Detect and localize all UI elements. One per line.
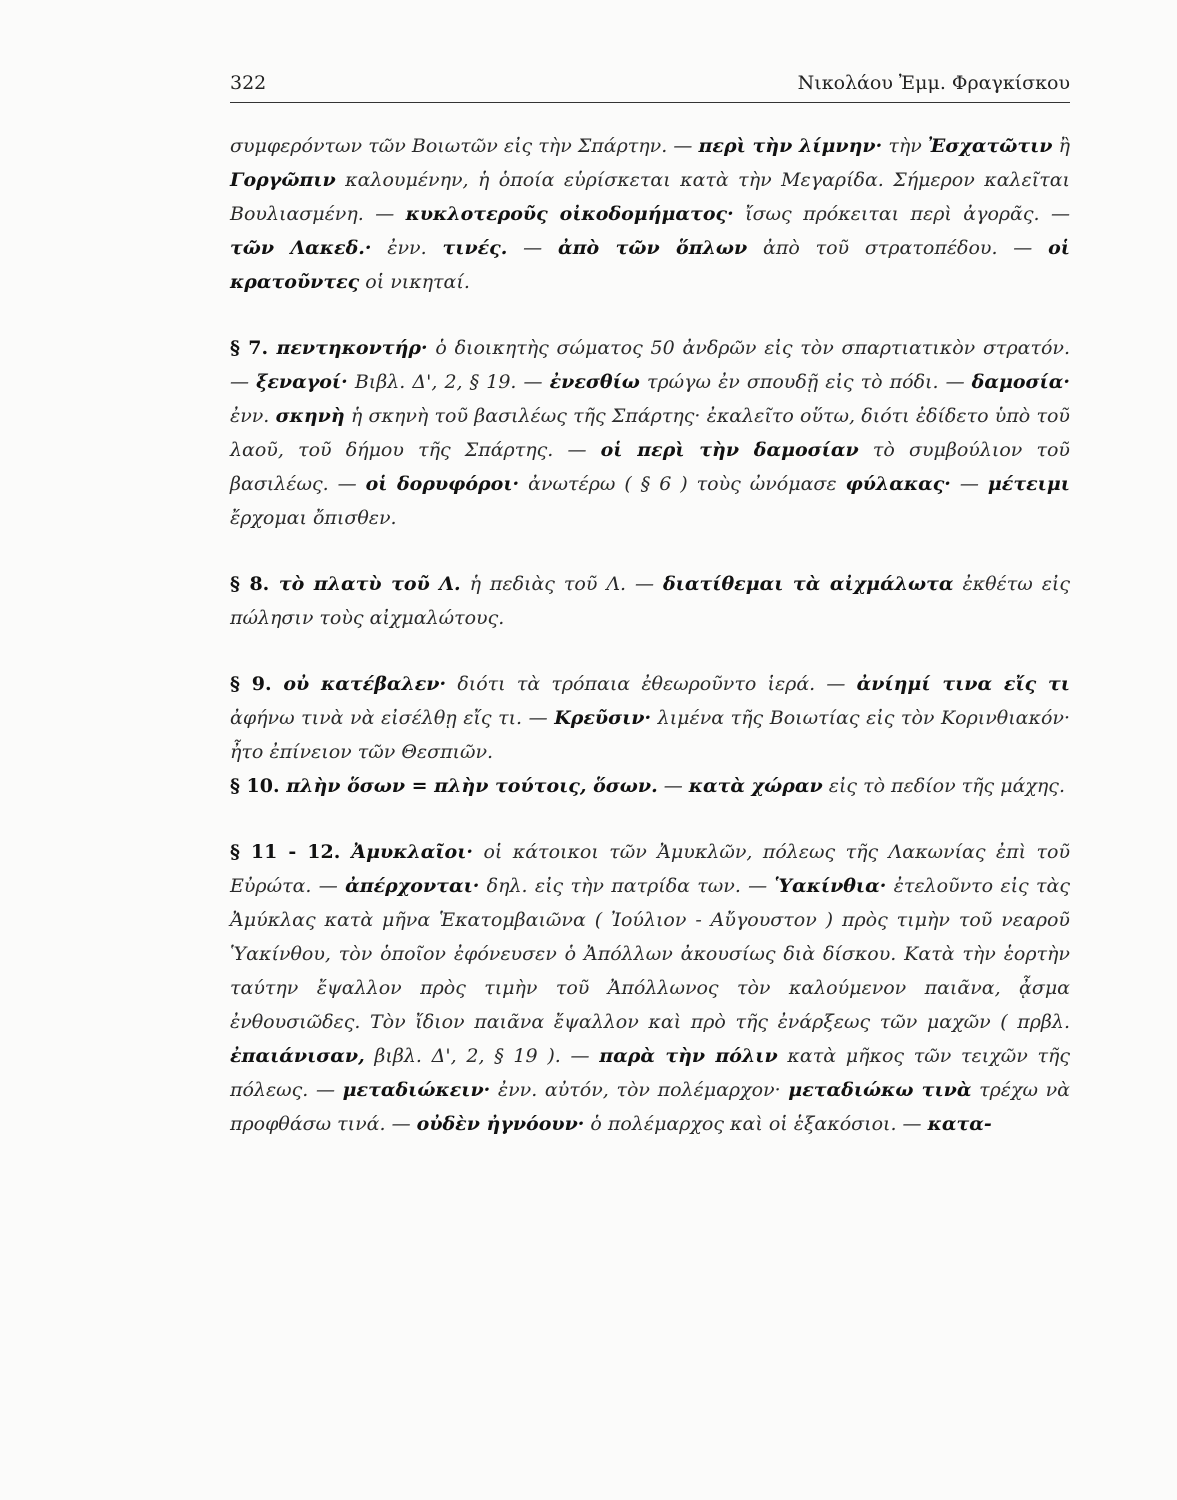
gloss-text: Βιβλ. Δ', 2, § 19. — — [347, 371, 550, 393]
gloss-text: εἰς τὸ πεδίον τῆς μάχης. — [822, 775, 1065, 797]
commentary-paragraph-section-11-12 — [230, 835, 1070, 1141]
lemma-term: πλὴν ὅσων = πλὴν τούτοις, ὅσων. — [286, 775, 658, 797]
commentary-paragraph-section-9 — [230, 667, 1070, 769]
gloss-text: τὸ συμβούλιον τοῦ βασιλέως. — — [230, 439, 1070, 495]
gloss-text: ὁ διοικητὴς σώματος 50 ἀνδρῶν εἰς τὸν σπαρτιατικὸν στρατόν. — — [230, 337, 1070, 393]
gloss-text: τρέχω νὰ προφθάσω τινά. — — [230, 1079, 1071, 1135]
lemma-term: τὸ πλατὺ τοῦ Λ. — [278, 573, 461, 595]
section-marker: § 9. — [230, 673, 284, 695]
lemma-term: ἀπέρχονται· — [345, 875, 480, 897]
lemma-term: παρὰ τὴν πόλιν — [599, 1045, 778, 1067]
gloss-text: ἐνν. — [371, 237, 443, 259]
gloss-text: οἱ κάτοικοι τῶν Ἀμυκλῶν, πόλεως τῆς Λακωνίας ἐπὶ τοῦ Εὐρώτα. — — [230, 841, 1070, 897]
lemma-term: κυκλοτεροῦς οἰκοδομήματος· — [405, 203, 734, 225]
lemma-term: ξεναγοί· — [256, 371, 348, 393]
lemma-term: ἀνίημί τινα εἴς τι — [856, 673, 1070, 695]
lemma-term: Ὑακίνθια· — [774, 875, 887, 897]
gloss-text: καλουμένην, ἡ ὁποία εὑρίσκεται κατὰ τὴν Μεγαρίδα. Σήμερον καλεῖται Βουλιασμένη. — — [230, 169, 1070, 225]
gloss-text: ἢ — [1052, 135, 1071, 157]
lemma-term: κατα- — [927, 1113, 992, 1135]
gloss-text: ἐκθέτω εἰς πώλησιν τοὺς αἰχμαλώτους. — [230, 573, 1070, 629]
lemma-term: μεταδιώκειν· — [342, 1079, 491, 1101]
gloss-text: δηλ. εἰς τὴν πατρίδα των. — — [479, 875, 775, 897]
gloss-text: ὁ πολέμαρχος καὶ οἱ ἑξακόσιοι. — — [584, 1113, 928, 1135]
lemma-term: οὐ κατέβαλεν· — [283, 673, 447, 695]
lemma-term: οὐδὲν ἠγνόουν· — [416, 1113, 585, 1135]
running-title: Νικολάου Ἐμμ. Φραγκίσκου — [797, 72, 1070, 94]
gloss-text: κατὰ μῆκος τῶν τειχῶν τῆς πόλεως. — — [230, 1045, 1071, 1101]
gloss-text: ἀπὸ τοῦ στρατοπέδου. — — [747, 237, 1049, 259]
section-marker: § 10. — [230, 775, 287, 797]
section-marker: § 11 - 12. — [230, 841, 352, 863]
gloss-text: βιβλ. Δ', 2, § 19 ). — — [364, 1045, 600, 1067]
commentary-body — [230, 129, 1070, 1141]
lemma-term: ἐπαιάνισαν, — [230, 1045, 365, 1067]
commentary-paragraph-section-10 — [230, 769, 1070, 803]
gloss-text: — — [950, 473, 988, 495]
lemma-term: Ἐσχατῶτιν — [927, 135, 1053, 157]
lemma-term: τῶν Λακεδ.· — [230, 237, 372, 259]
commentary-paragraph-section-8 — [230, 567, 1070, 635]
gloss-text: τρώγω ἐν σπουδῇ εἰς τὸ πόδι. — — [639, 371, 972, 393]
gloss-text: — — [657, 775, 689, 797]
book-page — [230, 72, 1070, 1141]
lemma-term: σκηνὴ — [275, 405, 345, 427]
lemma-term: τινές. — [442, 237, 508, 259]
gloss-text: ἡ σκηνὴ τοῦ βασιλέως τῆς Σπάρτης· ἐκαλεῖτο οὕτω, διότι ἐδίδετο ὑπὸ τοῦ λαοῦ, τοῦ δήμου τῆς Σπάρτης. — — [230, 405, 1070, 461]
lemma-term: πεντηκοντήρ· — [276, 337, 428, 359]
lemma-term: περὶ τὴν λίμνην· — [698, 135, 883, 157]
lemma-term: οἱ δορυφόροι· — [365, 473, 520, 495]
lemma-term: οἱ κρατοῦντες — [230, 237, 1070, 293]
gloss-text: λιμένα τῆς Βοιωτίας εἰς τὸν Κορινθιακόν· ἦτο ἐπίνειον τῶν Θεσπιῶν. — [230, 707, 1071, 763]
section-marker: § 7. — [230, 337, 277, 359]
page-header — [230, 72, 1070, 103]
lemma-term: μεταδιώκω τινὰ — [788, 1079, 972, 1101]
gloss-text: ἀφήνω τινὰ νὰ εἰσέλθῃ εἴς τι. — — [230, 707, 555, 729]
lemma-term: μέτειμι — [987, 473, 1070, 495]
gloss-text: ἐνν. αὐτόν, τὸν πολέμαρχον· — [490, 1079, 789, 1101]
gloss-text: ἔρχομαι ὄπισθεν. — [230, 507, 397, 529]
gloss-text: ἴσως πρόκειται περὶ ἀγορᾶς. — — [733, 203, 1070, 225]
lemma-term: Κρεῦσιν· — [554, 707, 652, 729]
gloss-text: ἐτελοῦντο εἰς τὰς Ἀμύκλας κατὰ μῆνα Ἑκατομβαιῶνα ( Ἰούλιον - Αὔγουστον ) πρὸς τιμὴν τοῦ νεαροῦ Ὑακίνθου, τὸν ὁποῖον ἐφόνευσεν ὁ Ἀπόλλων ἀκουσίως διὰ δίσκου. Κατὰ τὴν ἑορτὴν ταύτην ἔψαλλον πρὸς τιμὴν τοῦ Ἀπόλλωνος τὸν καλούμενον παιᾶνα, ᾆσμα ἐνθουσιῶδες. Τὸν ἴδιον παιᾶνα ἔψαλλον καὶ πρὸ τῆς ἐνάρξεως τῶν μαχῶν ( πρβλ. — [230, 875, 1070, 1033]
lemma-term: Γοργῶπιν — [230, 169, 336, 191]
gloss-text: — — [507, 237, 558, 259]
page-number: 322 — [230, 72, 267, 94]
lemma-term: ἀπὸ τῶν ὅπλων — [558, 237, 748, 259]
lemma-term: οἱ περὶ τὴν δαμοσίαν — [600, 439, 859, 461]
lemma-term: κατὰ χώραν — [688, 775, 823, 797]
gloss-text: συμφερόντων τῶν Βοιωτῶν εἰς τὴν Σπάρτην. — — [230, 135, 699, 157]
lemma-term: φύλακας· — [845, 473, 951, 495]
commentary-paragraph-section-7 — [230, 331, 1070, 535]
gloss-text: ἡ πεδιὰς τοῦ Λ. — — [460, 573, 663, 595]
lemma-term: Ἀμυκλαῖοι· — [351, 841, 474, 863]
gloss-text: ἀνωτέρω ( § 6 ) τοὺς ὠνόμασε — [519, 473, 846, 495]
gloss-text: οἱ νικηταί. — [359, 271, 470, 293]
lemma-term: ἐνεσθίω — [549, 371, 640, 393]
lemma-term: δαμοσία· — [971, 371, 1070, 393]
gloss-text: διότι τὰ τρόπαια ἐθεωροῦντο ἱερά. — — [446, 673, 857, 695]
gloss-text: τὴν — [882, 135, 928, 157]
commentary-paragraph — [230, 129, 1070, 299]
gloss-text: ἐνν. — [230, 405, 276, 427]
section-marker: § 8. — [230, 573, 279, 595]
lemma-term: διατίθεμαι τὰ αἰχμάλωτα — [663, 573, 954, 595]
